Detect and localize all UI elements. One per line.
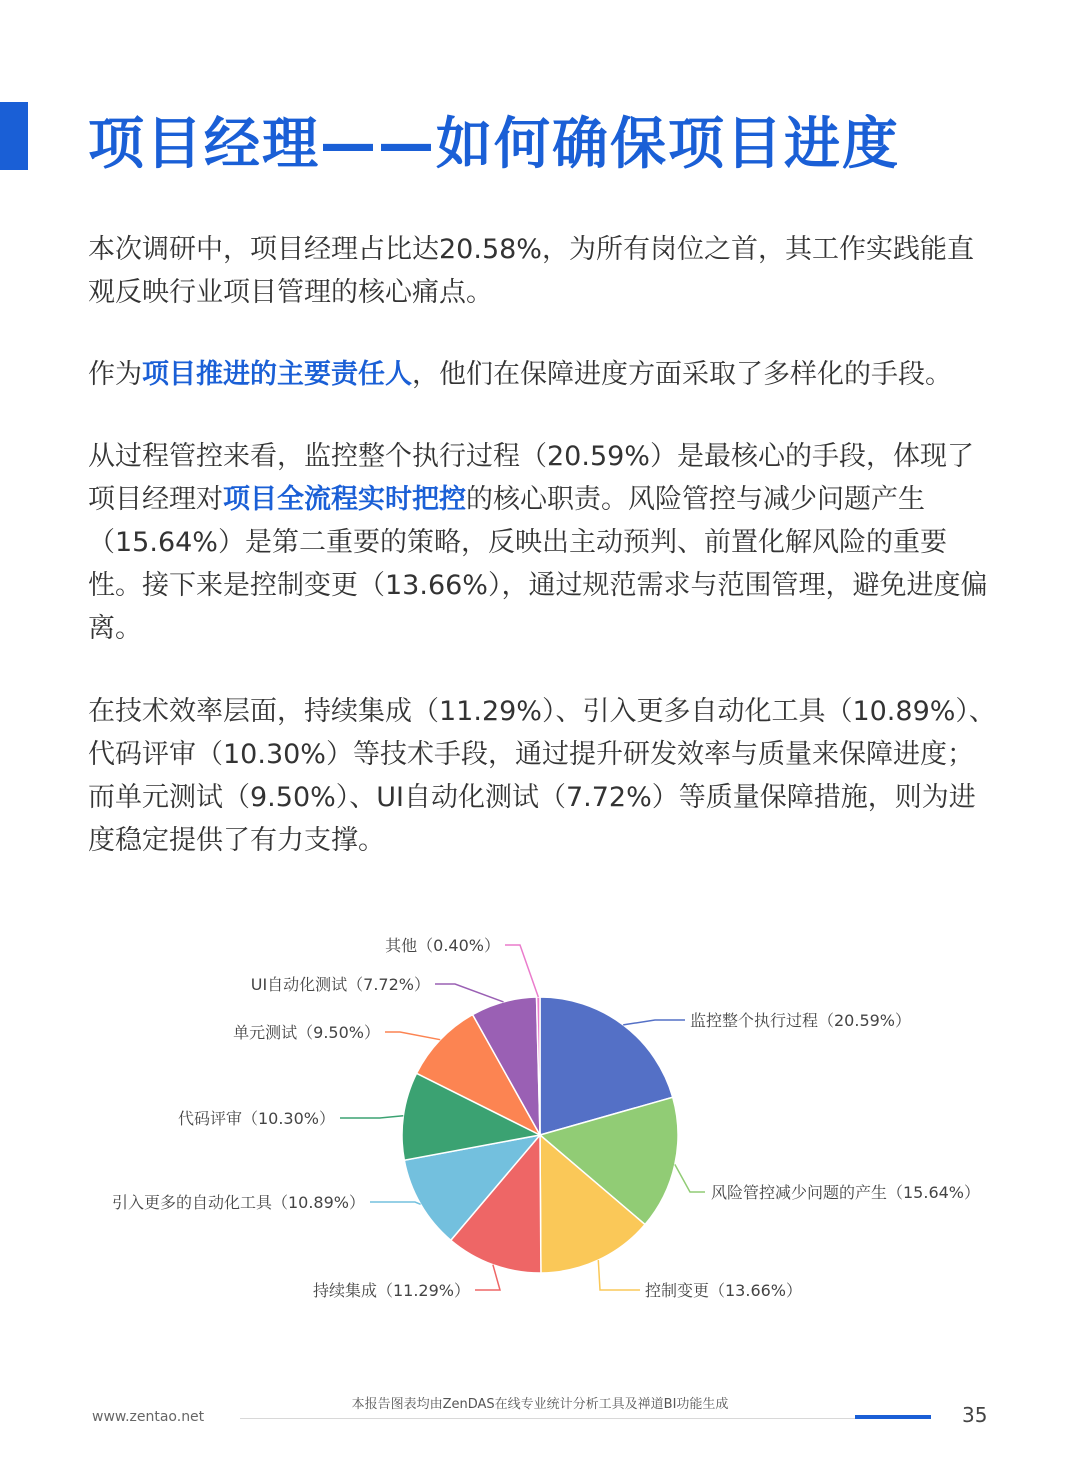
footer-note: 本报告图表均由ZenDAS在线专业统计分析工具及禅道BI功能生成 [351, 1397, 729, 1412]
pie-label: 其他（0.40%） [385, 936, 500, 955]
footer-url: www.zentao.net [92, 1409, 205, 1425]
pie-slices [402, 997, 678, 1273]
leader-line [340, 1116, 403, 1118]
paragraph-responsibility [88, 353, 1000, 396]
leader-line [370, 1202, 421, 1204]
paragraph-intro: 本次调研中，项目经理占比达20.58%，为所有岗位之首，其工作实践能直观反映行业项目管理的核心痛点。 [88, 234, 974, 308]
pie-label: 引入更多的自动化工具（10.89%） [111, 1193, 365, 1212]
text-segment: ，他们在保障进度方面采取了多样化的手段。 [412, 359, 952, 390]
footer-progress-bar [855, 1415, 931, 1419]
footer-divider [240, 1418, 930, 1419]
pie-label: 代码评审（10.30%） [177, 1109, 335, 1128]
highlight-text: 项目全流程实时把控 [223, 484, 466, 515]
page-title: 项目经理——如何确保项目进度 [88, 112, 900, 177]
pie-label: 控制变更（13.66%） [645, 1281, 803, 1300]
leader-line [435, 984, 504, 1002]
text-segment: 作为 [88, 359, 142, 390]
leader-line [385, 1032, 440, 1040]
leader-line [505, 945, 538, 997]
highlight-text: 项目推进的主要责任人 [142, 359, 412, 390]
page-number: 35 [962, 1403, 988, 1427]
leader-line [598, 1260, 640, 1290]
paragraph-process-control [88, 435, 1000, 650]
leader-line [475, 1265, 500, 1290]
pie-label: 监控整个执行过程（20.59%） [690, 1011, 912, 1030]
pie-label: 风险管控减少问题的产生（15.64%） [711, 1183, 981, 1202]
paragraph-tech-efficiency: 在技术效率层面，持续集成（11.29%）、引入更多自动化工具（10.89%）、代码评审（10.30%）等技术手段，通过提升研发效率与质量来保障进度；而单元测试（9.50%）、UI自动化测试（7.72%）等质量保障措施，则为进度稳定提供了有力支撑。 [88, 696, 996, 856]
leader-line [675, 1164, 705, 1192]
pie-chart [0, 920, 1080, 1320]
pie-label: UI自动化测试（7.72%） [250, 975, 430, 994]
pie-label: 持续集成（11.29%） [312, 1281, 470, 1300]
text-segment: 的核心职责。风险管控与减少问题产生（15.64%）是第二重要的策略，反映出主动预判、前置化解风险的重要性。接下来是控制变更（13.66%），通过规范需求与范围管理，避免进度偏离。 [88, 484, 988, 644]
leader-line [623, 1020, 685, 1025]
pie-label: 单元测试（9.50%） [233, 1023, 380, 1042]
text-segment: 从过程管控来看，监控整个执行过程（20.59%）是最核心的手段，体现了项目经理对 [88, 441, 974, 515]
title-accent-bar [0, 102, 28, 170]
